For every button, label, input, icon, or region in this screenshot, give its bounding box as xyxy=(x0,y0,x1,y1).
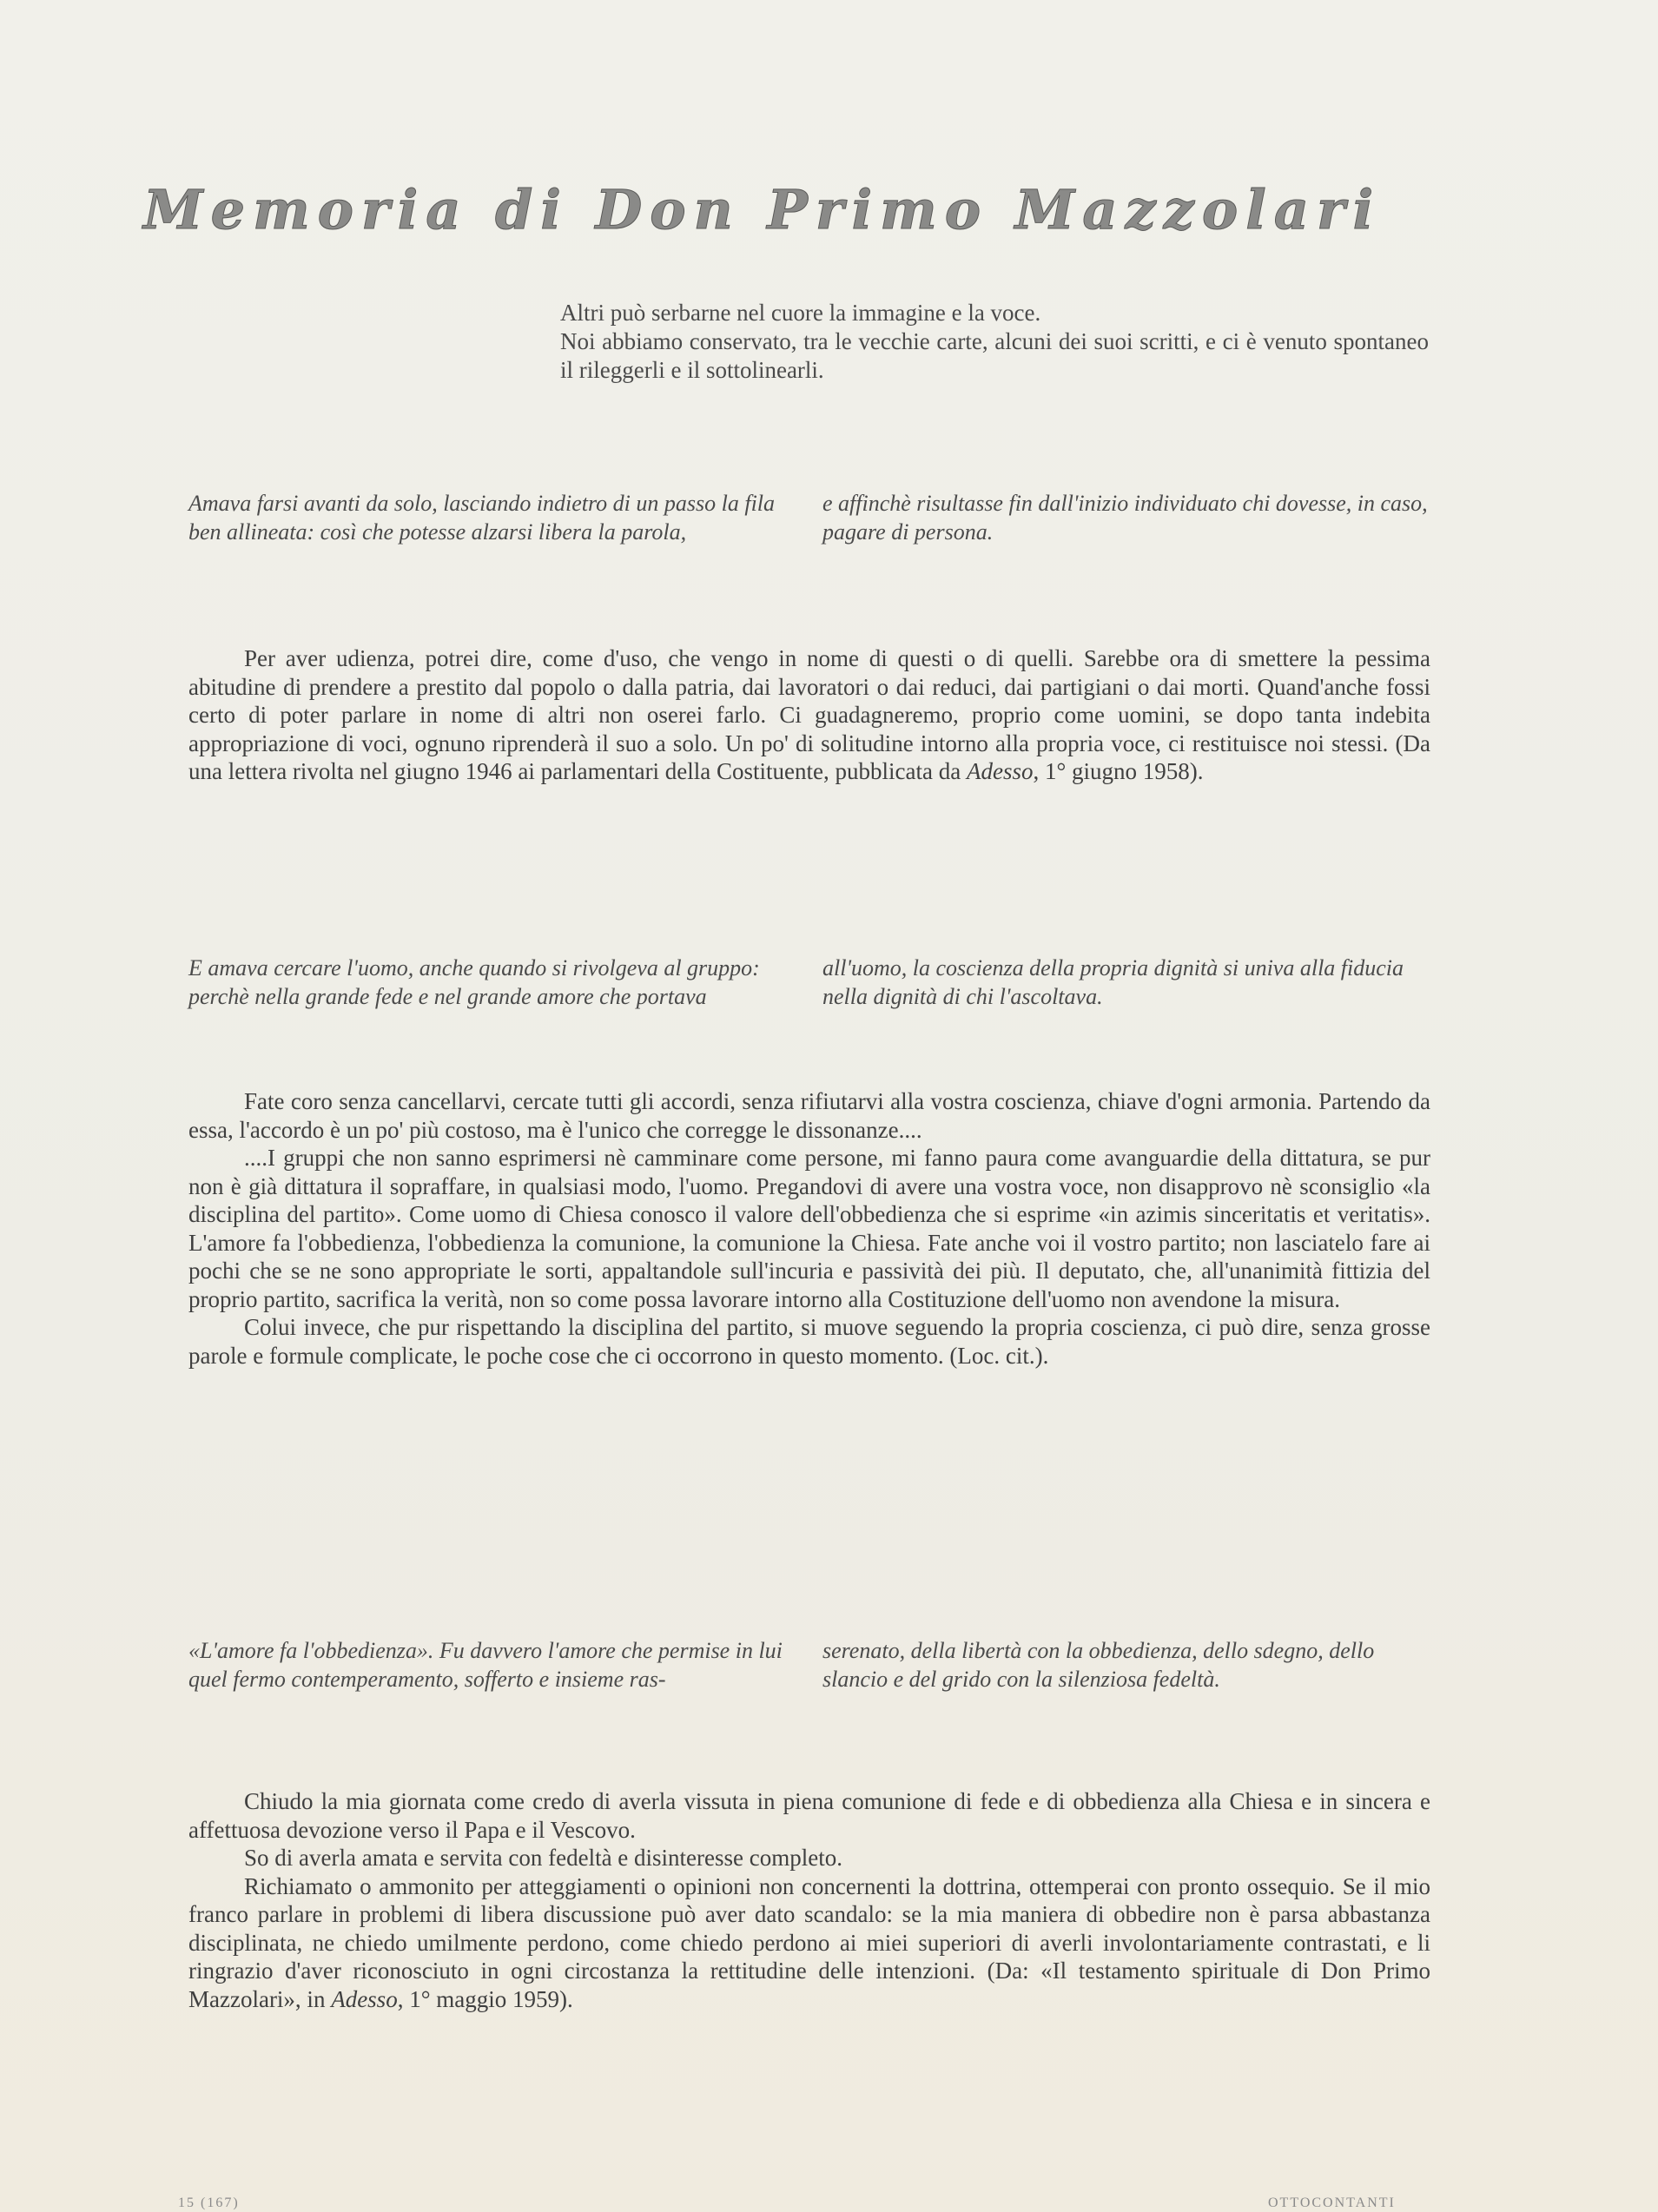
page-number: 15 (167) xyxy=(178,2195,240,2210)
quote-paragraph: Chiudo la mia giornata come credo di averla vissuta in piena comunione di fede e di obbedienza alla Chiesa e in sincera e affettuosa devozione verso il Papa e il Vescovo. xyxy=(188,1788,1430,1843)
commentary-section-3 xyxy=(188,1636,1430,1694)
source-title: Adesso xyxy=(331,1985,398,2012)
quote-block-1 xyxy=(188,644,1430,786)
commentary-section-2 xyxy=(188,954,1430,1011)
commentary-left: E amava cercare l'uomo, anche quando si rivolgeva al gruppo: perchè nella grande fede e nel grande amore che portava xyxy=(188,955,760,1009)
intro-line: Altri può serbarne nel cuore la immagine e la voce. xyxy=(560,300,1041,326)
running-footer: OTTOCONTANTI xyxy=(1268,2195,1396,2210)
commentary-right: serenato, della libertà con la obbedienza, dello sdegno, dello slancio e del grido con la silenziosa fedeltà. xyxy=(822,1638,1375,1692)
quote-paragraph: So di averla amata e servita con fedeltà e disinteresse completo. xyxy=(244,1845,842,1871)
commentary-right: e affinchè risultasse fin dall'inizio individuato chi dovesse, in caso, pagare di persona. xyxy=(822,491,1428,545)
intro-line: Noi abbiamo conservato, tra le vecchie carte, alcuni dei suoi scritti, e ci è venuto spontaneo il rileggerli e il sottolinearli. xyxy=(560,328,1429,383)
quote-paragraph: Per aver udienza, potrei dire, come d'uso, che vengo in nome di questi o di quelli. Sarebbe ora di smettere la pessima abitudine di prendere a prestito dal popolo o dalla patria, dai lavoratori o dai reduci, dai partigiani o dai morti. Quand'anche fossi certo di poter parlare in nome di altri non oserei farlo. Ci guadagneremo, proprio come uomini, se dopo tanta indebita appropriazione di voci, ognuno riprenderà il suo a solo. Un po' di solitudine intorno alla propria voce, ci restituisce noi stessi. (Da una lettera rivolta nel giugno 1946 ai parlamentari della Costituente, pubblicata da Adesso, 1° giugno 1958). xyxy=(188,645,1430,784)
commentary-left: Amava farsi avanti da solo, lasciando indietro di un passo la fila ben allineata: così che potesse alzarsi libera la parola, xyxy=(188,491,776,545)
commentary-left: «L'amore fa l'obbedienza». Fu davvero l'amore che permise in lui quel fermo contemperamento, sofferto e insieme ras- xyxy=(188,1638,783,1692)
intro-epigraph xyxy=(560,299,1429,385)
quote-paragraph: ....I gruppi che non sanno esprimersi nè camminare come persone, mi fanno paura come avanguardie della dittatura, se pur non è già dittatura il sopraffare, in qualsiasi modo, l'uomo. Pregandovi di avere una vostra voce, non disapprovo nè sconsiglio «la disciplina del partito». Come uomo di Chiesa conosco il valore dell'obbedienza che si esprime «in azimis sinceritatis et veritatis». L'amore fa l'obbedienza, l'obbedienza la comunione, la comunione la Chiesa. Fate anche voi il vostro partito; non lasciatelo fare ai pochi che se ne sono appropriate le sorti, appaltandole sull'incuria e passività dei più. Il deputato, che, all'unanimità fittizia del proprio partito, sacrifica la verità, non so come possa lavorare intorno alla Costituzione dell'uomo non avendone la misura. xyxy=(188,1145,1430,1312)
quote-paragraph: Colui invece, che pur rispettando la disciplina del partito, si muove seguendo la propria coscienza, ci può dire, senza grosse parole e formule complicate, le poche cose che ci occorrono in questo momento. (Loc. cit.). xyxy=(188,1314,1430,1369)
commentary-section-1 xyxy=(188,489,1430,546)
quote-paragraph: Fate coro senza cancellarvi, cercate tutti gli accordi, senza rifiutarvi alla vostra coscienza, chiave d'ogni armonia. Partendo da essa, l'accordo è un po' più costoso, ma è l'unico che corregge le dissonanze.... xyxy=(188,1088,1430,1143)
quote-block-3 xyxy=(188,1787,1430,2013)
commentary-right: all'uomo, la coscienza della propria dignità si univa alla fiducia nella dignità di chi l'ascoltava. xyxy=(822,955,1404,1009)
quote-block-2 xyxy=(188,1087,1430,1370)
page-title: Memoria di Don Primo Mazzolari xyxy=(143,178,1382,241)
quote-paragraph: Richiamato o ammonito per atteggiamenti o opinioni non concernenti la dottrina, ottemperai con pronto ossequio. Se il mio franco parlare in problemi di libera discussione può aver dato scandalo: se la mia maniera di obbedire non è parsa abbastanza disciplinata, ne chiedo umilmente perdono, come chiedo perdono ai miei superiori di averli involontariamente contrastati, e li ringrazio d'aver riconosciuto in ogni circostanza la rettitudine delle intenzioni. (Da: «Il testamento spirituale di Don Primo Mazzolari», in Adesso, 1° maggio 1959). xyxy=(188,1872,1430,2012)
source-title: Adesso xyxy=(966,758,1034,784)
